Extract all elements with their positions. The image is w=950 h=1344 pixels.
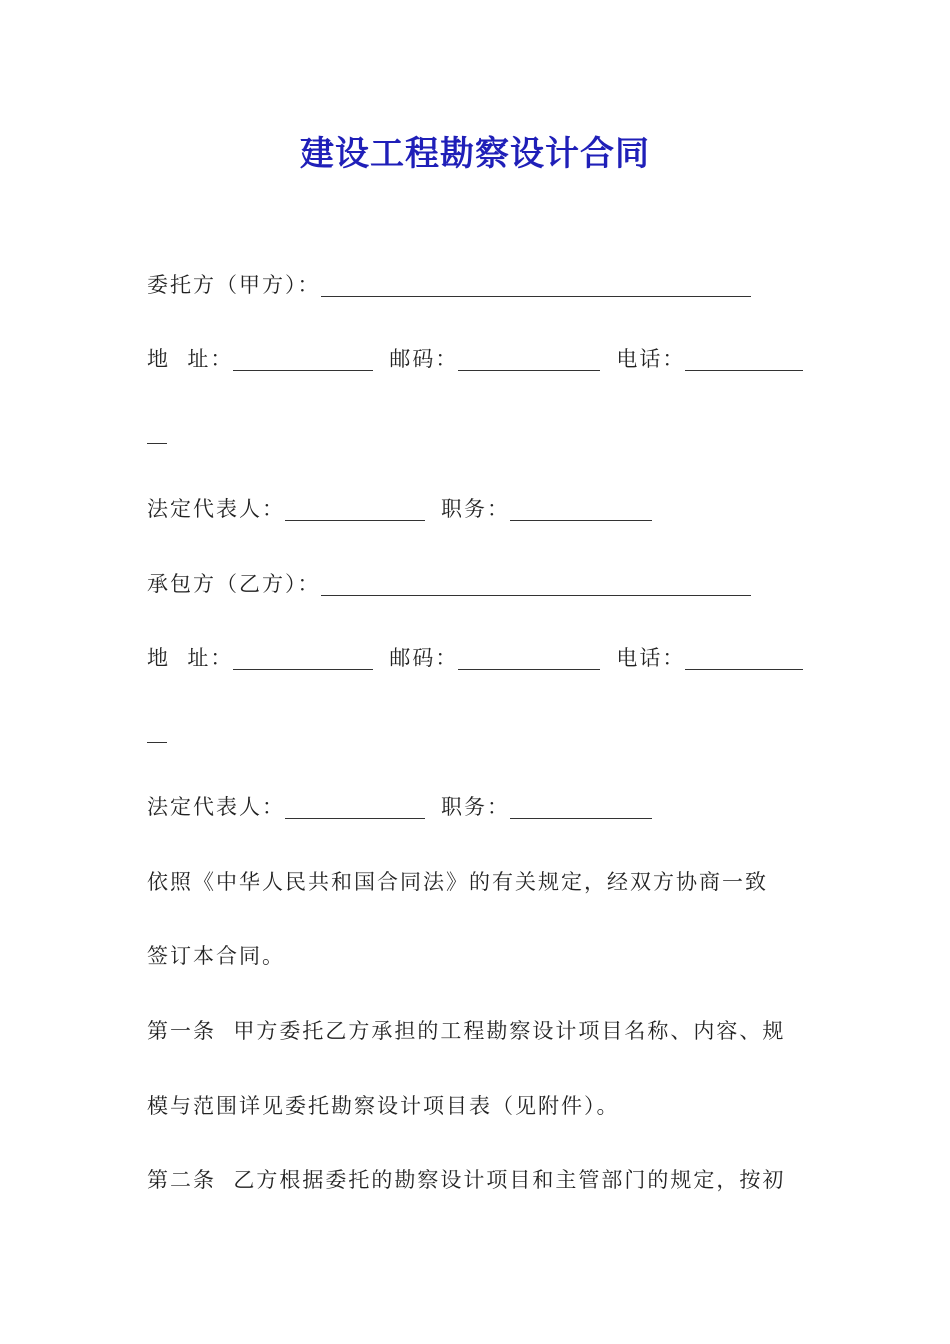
party-b-name-blank[interactable]: [321, 573, 751, 596]
party-a-line: [147, 270, 807, 300]
party-a-postcode-blank[interactable]: [458, 348, 600, 371]
party-a-address-blank[interactable]: [233, 348, 373, 371]
party-b-address-label: 地 址：: [147, 646, 234, 670]
party-b-rep-line: [147, 792, 807, 822]
intro-line-2: 签订本合同。: [147, 944, 285, 968]
party-a-rep-line: [147, 494, 807, 524]
article-2-line-1: 第二条 乙方根据委托的勘察设计项目和主管部门的规定，按初: [147, 1168, 786, 1192]
party-a-label: 委托方（甲方）：: [147, 273, 321, 297]
party-a-position-label: 职务：: [441, 497, 510, 521]
party-b-phone-blank[interactable]: [685, 647, 803, 670]
party-a-rep-label: 法定代表人：: [147, 497, 285, 521]
party-b-phone-blank-wrap: [147, 741, 167, 743]
party-b-position-label: 职务：: [441, 795, 510, 819]
party-a-postcode-label: 邮码：: [389, 347, 459, 371]
party-b-phone-label: 电话：: [616, 646, 686, 670]
party-a-phone-blank[interactable]: [685, 348, 803, 371]
party-b-contact-line: [147, 643, 807, 673]
party-a-phone-blank-wrap: [147, 442, 167, 444]
party-b-position-blank[interactable]: [510, 796, 652, 819]
party-b-label: 承包方（乙方）：: [147, 572, 321, 596]
article-1-line-1: 第一条 甲方委托乙方承担的工程勘察设计项目名称、内容、规: [147, 1019, 786, 1043]
party-a-position-blank[interactable]: [510, 498, 652, 521]
party-a-phone-label: 电话：: [616, 347, 686, 371]
article-1-line-2: 模与范围详见委托勘察设计项目表（见附件）。: [147, 1094, 620, 1118]
party-a-name-blank[interactable]: [321, 274, 751, 297]
party-b-postcode-blank[interactable]: [458, 647, 600, 670]
party-a-address-label: 地 址：: [147, 347, 234, 371]
party-a-rep-blank[interactable]: [285, 498, 425, 521]
party-b-rep-blank[interactable]: [285, 796, 425, 819]
party-b-rep-label: 法定代表人：: [147, 795, 285, 819]
party-a-contact-line: [147, 344, 807, 374]
party-b-postcode-label: 邮码：: [389, 646, 459, 670]
intro-line-1: 依照《中华人民共和国合同法》的有关规定，经双方协商一致: [147, 870, 768, 894]
party-b-address-blank[interactable]: [233, 647, 373, 670]
party-b-line: [147, 569, 807, 599]
document-title: 建设工程勘察设计合同: [300, 134, 650, 174]
